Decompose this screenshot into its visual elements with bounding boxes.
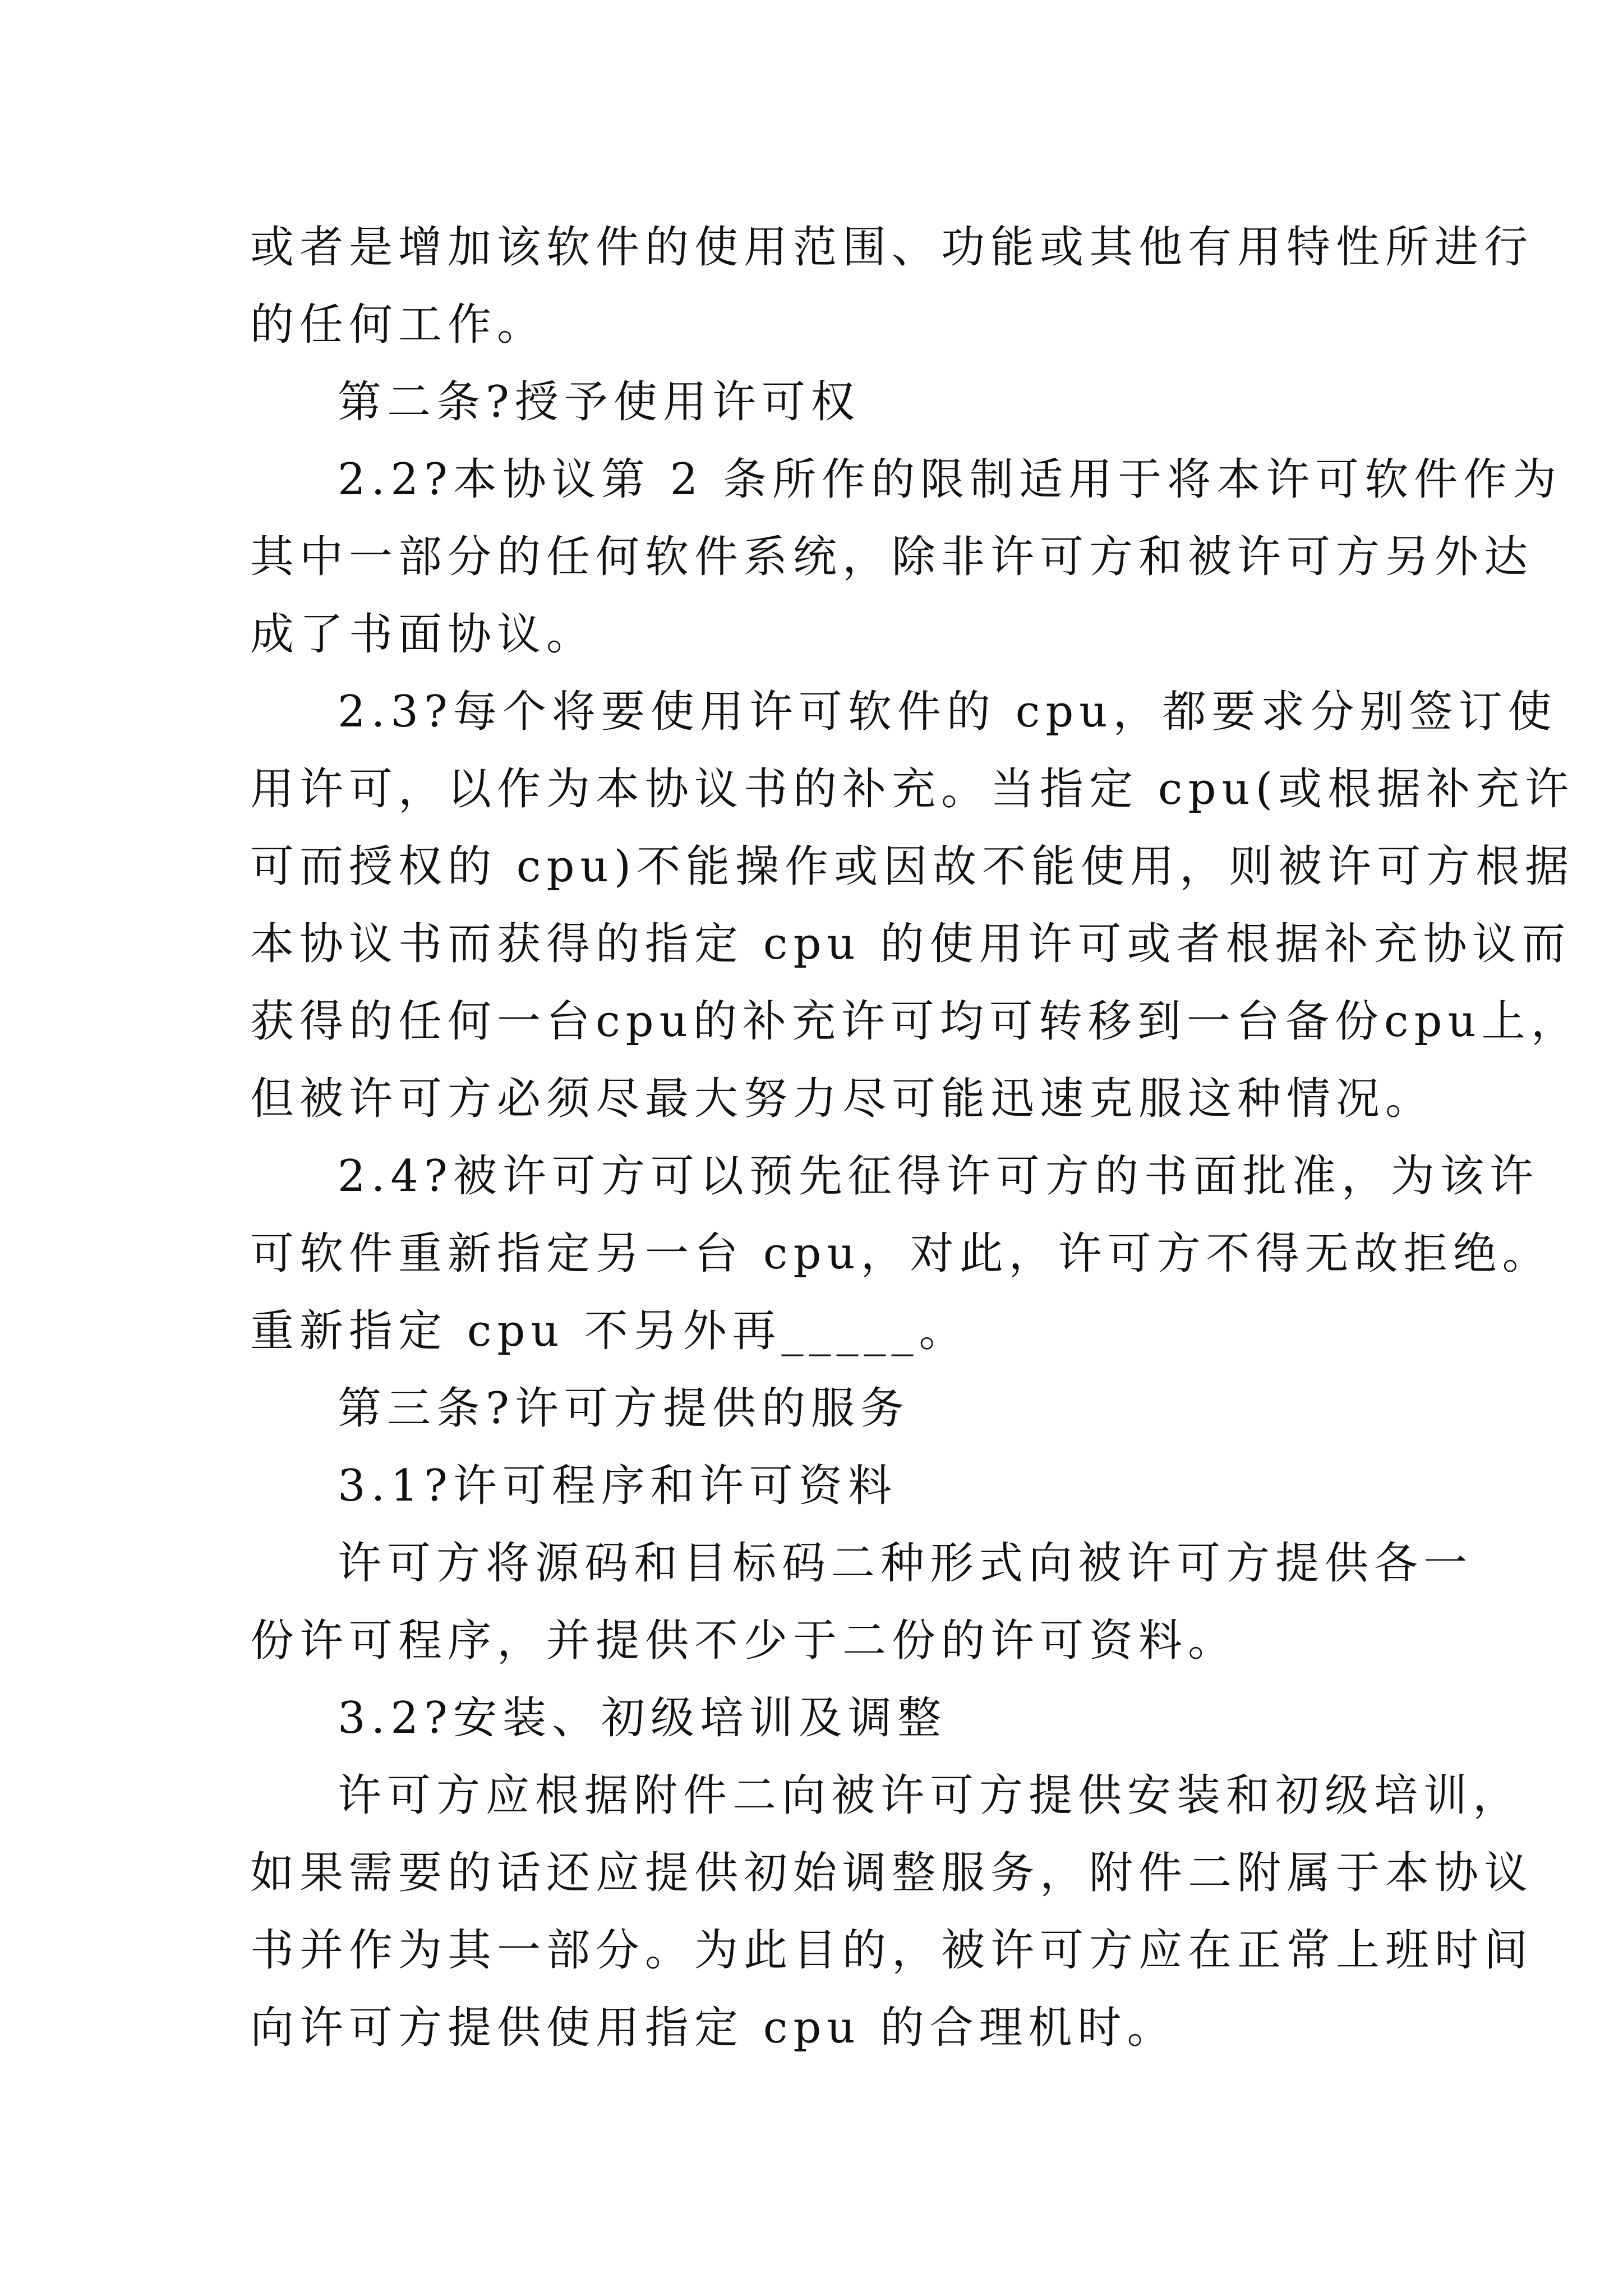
text-line: 份许可程序，并提供不少于二份的许可资料。: [250, 1616, 1238, 1666]
text-line: 的任何工作。: [250, 300, 547, 350]
text-line: 成了书面协议。: [250, 609, 596, 660]
text-line: 向许可方提供使用指定 cpu 的合理机时。: [250, 2003, 1177, 2053]
text-line: 许可方应根据附件二向被许可方提供安装和初级培训，: [338, 1770, 1523, 1821]
text-line: 或者是增加该软件的使用范围、功能或其他有用特性所进行: [250, 222, 1534, 273]
subsection-heading: 3.1?许可程序和许可资料: [338, 1461, 897, 1511]
text-line: 2.3?每个将要使用许可软件的 cpu，都要求分别签订使: [338, 687, 1557, 737]
text-line: 本协议书而获得的指定 cpu 的使用许可或者根据补充协议而: [250, 919, 1571, 969]
text-line: 可软件重新指定另一台 cpu，对此，许可方不得无故拒绝。: [250, 1228, 1552, 1279]
subsection-heading: 3.2?安装、初级培训及调整: [338, 1693, 947, 1743]
text-line: 如果需要的话还应提供初始调整服务，附件二附属于本协议: [250, 1848, 1534, 1898]
text-line: 许可方将源码和目标码二种形式向被许可方提供各一: [338, 1538, 1473, 1589]
text-line: 2.4?被许可方可以预先征得许可方的书面批准，为该许: [338, 1151, 1539, 1202]
text-line: 但被许可方必须尽最大努力尽可能迅速克服这种情况。: [250, 1074, 1435, 1124]
text-line: 可而授权的 cpu)不能操作或因故不能使用，则被许可方根据: [250, 841, 1575, 892]
text-line: 用许可，以作为本协议书的补充。当指定 cpu(或根据补充许: [250, 764, 1575, 815]
text-line: 书并作为其一部分。为此目的，被许可方应在正常上班时间: [250, 1925, 1534, 1976]
text-line: 重新指定 cpu 不另外再_____。: [250, 1306, 969, 1356]
document-body: [250, 209, 1580, 2067]
text-line: 2.2?本协议第 2 条所作的限制适用于将本许可软件作为: [338, 454, 1562, 505]
section-heading: 第三条?许可方提供的服务: [338, 1383, 910, 1434]
section-heading: 第二条?授予使用许可权: [338, 377, 860, 427]
text-line: 其中一部分的任何软件系统，除非许可方和被许可方另外达: [250, 532, 1534, 582]
text-line: 获得的任何一台cpu的补充许可均可转移到一台备份cpu上，: [250, 996, 1580, 1047]
